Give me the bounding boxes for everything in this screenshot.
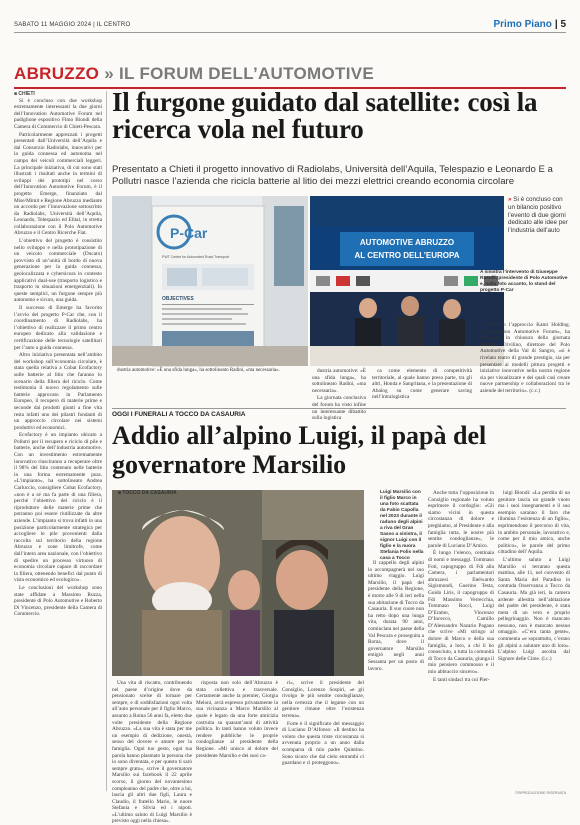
column-divider (106, 91, 107, 791)
article2-paragraph: Il cappello degli alpini lo accompagnerà nel suo ultimo viaggio. Luigi Marsilio, il papà del presidente della Regione, è morto alle 9 di ieri nella sua abitazione di Tocco da Casauria. Il suo cuore non ha retto dopo una lunga vita, durata 90 anni, cominciata nel paese della Val Pescara e proseguita a Roma, dove il governatore Marsilio emigrò negli anni Sessanta per un posto di lavoro. (368, 560, 425, 672)
article1-paragraph: Altro iniziativa presentata nell’ambito del workshop sull’economia circolare, è stata quella relativa a Cobat Ecofactory sulle batterie al litio che faranno lo scenario della filiera del riciclo. Come testimonia il nuovo regolamento sulle batterie approvato in Parlamento Europeo, il recupero di materie prime e seconde dai prodotti giunti a fine vita resta infatti uno dei pilastri fondanti di un approccio circolare nei sistemi produttivi ed economici. (14, 352, 102, 431)
pcar-sign-subtitle: PWT Center for Automated Road Transport (162, 255, 230, 259)
article1-paragraph: dustria automotive: «È una sfida lunga», ha sottolineato Radini, «ma necessaria». (117, 368, 280, 373)
article1-column-4 (480, 322, 570, 404)
article1-subhead: Presentato a Chieti il progetto innovativo di Radiolabs, Università dell’Aquila, Telespazio e Leonardo E a Pollutri nasce l’azienda che ricicla batterie al litio dei mezzi elettrici creando economia circolare (112, 164, 553, 187)
pcar-stand-photo (112, 196, 308, 366)
article1-headline: Il furgone guidato dal satellite: così la ricerca vola nel futuro (112, 87, 538, 144)
article1-paragraph: La giornata conclusiva del forum ha visto infine un interessante dibattito sulla logistica (312, 395, 366, 422)
banner-title: IL FORUM DELL’AUTOMOTIVE (119, 64, 374, 83)
article1-paragraph: Ecofactory è un impianto ubicato a Pollutri per il recupero e riciclo di pile e batterie, anche dell’industria automotive. Con un investimento estremamente innovativo riusciranno a recuperare oltre il 98% del litio contenuto nelle batterie in una forma estremamente pura. «L’impianto», ha sottolineato Andrea Carluccio, consigliere Cobat Ecofactory, «non è a sé ma fa parte di una filiera, perché l’obiettivo del riciclo è il riproduttore delle materie prime che potranno poi essere riutilizzate da altre aziende. L’impianto si trova infatti in una posizione particolarmente strategica per accogliere le pile provenienti dalla raccolta sul territorio della regione Abruzzo e zone limitrofe, come dall’intero area nazionale, con l’obiettivo di spedire un processo virtuoso di economia circolare capace di raccordare la filiera, ottenendo benefici dal punto di vista economico ed ecologico». (14, 432, 102, 584)
stage-banner-line1: AUTOMOTIVE ABRUZZO (359, 238, 455, 247)
objectives-label: OBJECTIVES (162, 296, 194, 302)
article2-paragraph: L’ultimo saluto a Luigi Marsilio si terranno questa mattina, alle 11, nel convento di Santa Maria del Paradiso in contrada Osservanza a Tocco da Casauria. Ma già ieri, la camera ardente allestita nell’abitazione del padre del presidente, è stata meta di un vero e proprio pellegrinaggio. Non è mancato nessuno, non è mancato nessun omaggio. «C’era tanta gente», commenta «e soprattutto, c’erano gli alpini a salutare uno di loro». L’alpino Luigi ascolta dal Signore delle Cime. (l.c.) (498, 556, 570, 662)
article2-column-e (498, 490, 570, 786)
article1-kicker: ■ CHIETI (14, 91, 35, 97)
article2-column-d (428, 490, 494, 792)
article1-column-2 (312, 368, 366, 422)
article2-top-label: OGGI I FUNERALI A TOCCO DA CASAURIA (112, 411, 246, 418)
article1-paragraph: L’obiettivo del progetto è consistito nello sviluppo e nella prototipazione di un veicolo commerciale (Ducato) provvisto di un’unità di bordo di nuova generazione per la guida connessa, geolocalizzata e cybersicura in contesto applicativi dual-use (trasporto logistico e trasporto in situazioni emergenziali). In queste semplici, un furgone sempre più autonomo e sicuro, una guida. (14, 238, 102, 304)
article2-divider (112, 408, 566, 409)
page-number: | 5 (554, 19, 566, 30)
article2-paragraph: risposta non solo dell’Abruzzo è stata collettiva e trasversale. Certamente anche la premier, Giorgia Meloni, avrà espresso privatamente la sua vicinanza a Marco Marsilio al quale è legato da una forte amicizia costruita su quarant’anni di attività politica. In tanti hanno voluto invece rendere pubbliche le proprie condoglianze al presidente della Regione. «Mi unisco al dolore del presidente Marsilio e dei suoi ca- (196, 680, 278, 759)
article1-paragraph: Le conclusioni del workshop sono state affidate a Massimo Ruzza, presidente di Polo Automotive e Roberto Di Vincenzo, presidente della Camera di Commercio. (14, 584, 102, 618)
article2-photo-caption: Luigi Marsilio con il figlio Marco in una foto scattata da Fabio Capolla nel 2023 durante il raduno degli alpini a riva del Gran Sasso a sinistra, il signor Luigi con il figlio e la nuora Stefania Folis nella casa a Tocco (380, 490, 424, 561)
banner-region: ABRUZZO (14, 64, 100, 83)
article2-paragraph: Forte è il significato del messaggio di Luciano D’Alfonso: «Il destino ha voluto che questa triste circostanza si avvenuta proprio a un anno dalla scomparsa di mio padre Quintino. Sono sicuro che dal cielo entrambi ci guardano e ci proteggono». (282, 720, 364, 767)
article1-paragraph: ca come elemento di competitività territoriale, al quale hanno preso parte, tra gli altri, Honda e Sangritana, e la presentazione di Abalog su come generare saving nell’intralogistica (372, 368, 472, 401)
section-banner (14, 64, 374, 84)
article1-paragraph: Il successo di Emerge ha favorito l’avvio del progetto P-Car che, con il coordinamento di Radiolabs, ha l’obiettivo di realizzare il primo centro europeo dedicato alla validazione e certificazione delle tecnologie satellitari per l’auto a guida connessa. (14, 305, 102, 351)
article1-paragraph: stica con l’approccio Kami Holding. «L’Innovation Automotive Forum», ha dichiarato in chiusura della giornata Raffaele Trivilino, direttore del Polo Automotive della Val di Sangro, «si è rivelato teatro di grande prestigio, sia per presentare ai modelli pittura progetti e iniziative innovative nella nostra regione sia per visualizzare e dei quali casi creare nuove partnership e collaborazioni tra le aziende del territorio». (c.c.) (480, 322, 570, 394)
article1-photo-text-strip (112, 368, 306, 404)
page-header-date: SABATO 11 MAGGIO 2024 | IL CENTRO (14, 22, 131, 28)
article2-paragraph: ri», scrive il presidente del Consiglio, Lorenzo Sospiri, «e gli rivolgo le più sentite condoglianze, nella certezza che il legame con un genitore rimane oltre l’esistenza terrena». (282, 680, 364, 719)
article1-paragraph: Si è concluso con due workshop estremamente interessanti la due giorni dell’Innovation Automotive Forum nel padiglione espositivo Fimo Biondi della Camera di Commercio di Chieti-Pescara. (14, 97, 102, 130)
article1-side-note: » Si è concluso con un bilancio positivo l’evento di due giorni dedicato alle idee per l’industria dell’auto (508, 196, 568, 235)
article1-photo-caption: A sinistra l’intervento di Giuseppe Rasulli, presidente di Polo Automotive e, nella foto accanto, lo stand del progetto P-Car (480, 270, 568, 293)
article2-column-c (282, 680, 364, 792)
stage-banner-line2: AL CENTRO DELL’EUROPA (354, 251, 460, 260)
article2-column-a (112, 680, 192, 825)
article2-paragraph: Una vita di riscatto, contribuendo nel paese d’origine dove da pensionato scelse di tornare per sempre, e di soddisfazioni ogni volta all’auto personale per il figlio Marco, assunto a Roma 56 anni fa, eletto due volte presidente della Regione Abruzzo. «La sua vita è stata per me un esempio di dedizione, onestà, senso del dovere e amore per la famiglia. Ogni tuo gesto, ogni tua parola hanno plasmato la persona che io sono diventata, e per questo ti sarò sempre grato», scrive il governatore Marsilio sui facebook il 22 aprile scorso, il giorno del novantesimo compleanno del padre che, oltre a lui, lascia gli altri due figli, Laura e Claudio, il fratello Mario, le nuore Stefania e Silvia ed i nipoti. «L’ultimo saluto di Luigi Marsilio è previsto oggi nella chiesa». (112, 680, 192, 825)
section-name: Primo Piano (493, 19, 552, 30)
side-note-arrow-icon: » (508, 196, 512, 203)
article2-column-1 (112, 500, 192, 690)
forum-stage-photo (310, 196, 504, 366)
article2-headline: Addio all’alpino Luigi, il papà del governatore Marsilio (112, 421, 487, 479)
page-header-section (494, 19, 567, 30)
article1-paragraph: dustria automotive: «È una sfida lunga», ha sottolineato Radini, «ma necessaria». (312, 368, 366, 394)
kicker-marker-icon: ■ (14, 91, 19, 97)
pcar-sign: P-Car (170, 225, 208, 241)
article2-column-b (196, 680, 278, 792)
article1-column-left (14, 91, 102, 791)
article1-column-3 (372, 368, 472, 404)
article2-column-f (368, 560, 424, 678)
article1-paragraph: Particolarmente apprezzati i progetti presentati dall’Università dell’Aquila e dal Consorzio Radiolabs, innovativi per la guida connessa ed autonoma nel campo dei veicoli commerciali leggeri. La principale iniziativa, di cui sono stati illustrati i risultati anche in termini di sviluppi dei prototipi nel corso dell’Innovation Automotive Forum, è il progetto Emerge, finanziato dal Mise/Mimit e Regione Abruzzo mediante un accordo per l’innovazione sottoscritto da Radiolabs, Università dell’Aquila, Leonardo, Telespazio ed Elital, in stretta collaborazione con il Polo Automotive Abruzzo e il Centro Ricerche Fiat. (14, 131, 102, 237)
banner-arrows: » (104, 64, 114, 83)
article2-paragraph: E tanti sindaci tra cui Pier- (433, 676, 490, 683)
article2-kicker: ■ TOCCO DA CASAURIA (118, 490, 177, 496)
copyright-footer: ©RIPRODUZIONE RISERVATA (515, 791, 566, 795)
header-divider (14, 32, 566, 33)
article2-paragraph: luigi Biondi: «La perdita di un genitore lascia un grande vuoto ma i suoi insegnamenti e il suo esempio saranno il faro che illumina l’esistenza di un figlio», esprimendone il percorso di vita, in ambito personale, lavorativo e, come per il mio amico, anche politico», le parole del primo cittadino dell’Aquila. (498, 490, 570, 556)
kicker-marker-icon: ■ (118, 490, 123, 496)
article2-paragraph: Anche tutta l’opposizione in Consiglio regionale ha voluto esprimere il cordoglio: «Gli siamo vicini in questa circostanza di dolore e preghiamo, al Presidente e alla famiglia tutta, le nostre più sentite condoglianze», le parole di Luciano D’Amico. (428, 490, 494, 549)
article2-paragraph: È lungo l’elenco, centinaia di nomi e messaggi. Tommaso Foti, capogruppo di Fdi alla Camera, i parlamentari abruzzesi Etelwardo Sigismondi, Guerino Testa, Guido Liris, il capogruppo di Fdi Massimo Verrecchia, Tommaso Rocci, Luigi D’Eramo, Vincenzo D’Incecco, Camillo D’Alessandro Nazario Pagano che scrive «Mi stringo al dolore di Marco e della sua famiglia, a loro, a chi li ho conosciuto, a tutta la comunità di Tocco da Casauria, giunga il mio pensiero commosso e il mio abbraccio sincero». (428, 550, 494, 676)
